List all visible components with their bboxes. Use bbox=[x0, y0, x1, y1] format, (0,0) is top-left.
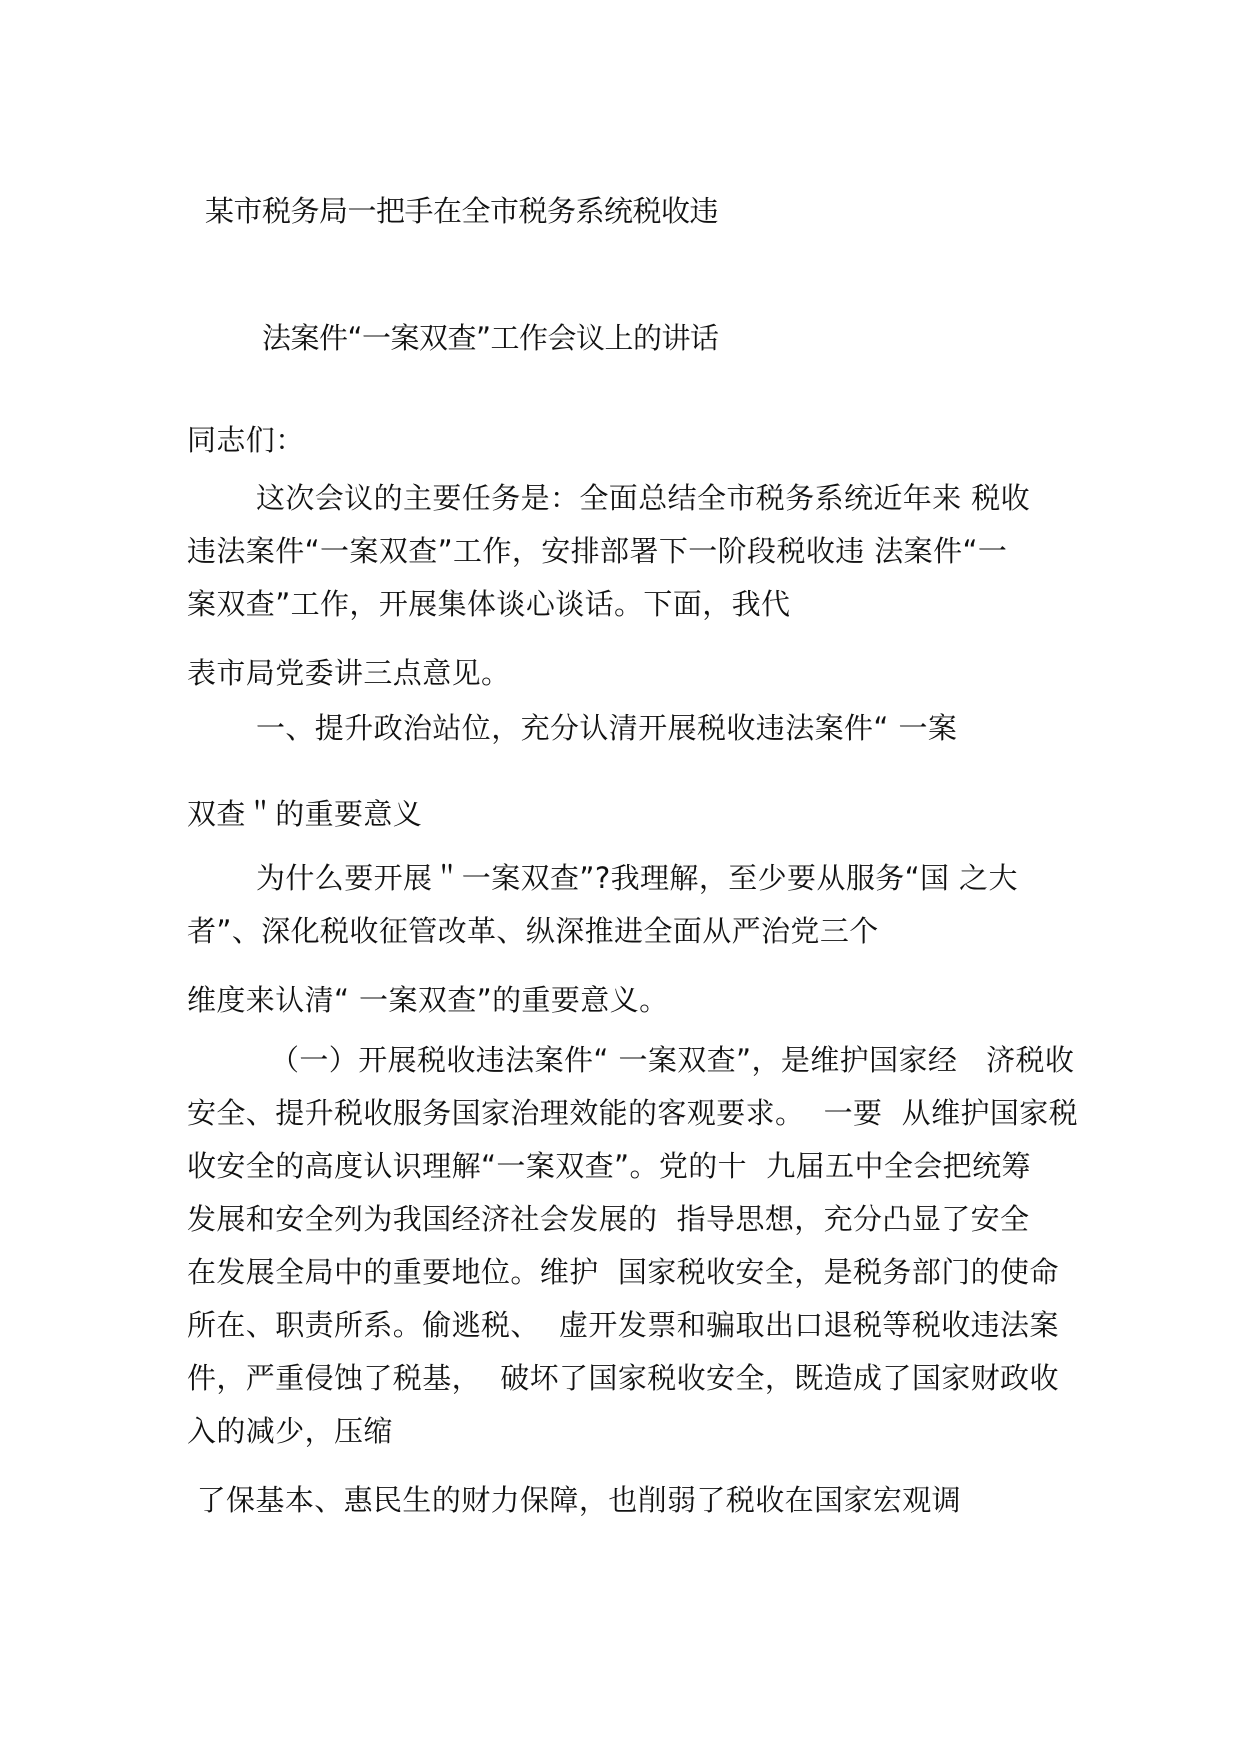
salutation: 同志们： bbox=[187, 423, 305, 457]
body-line: 为什么要开展＂一案双查”?我理解，至少要从服务“国 之大 bbox=[256, 861, 1018, 895]
body-line: 这次会议的主要任务是：全面总结全市税务系统近年来 税收 bbox=[256, 481, 1031, 515]
subsection-line: （一）开展税收违法案件“ 一案双查”，是维护国家经 济税收 bbox=[270, 1043, 1075, 1077]
body-line: 安全、提升税收服务国家治理效能的客观要求。 一要 从维护国家税 bbox=[187, 1096, 1079, 1130]
body-line: 在发展全局中的重要地位。维护 国家税收安全，是税务部门的使命 bbox=[187, 1255, 1059, 1289]
body-line: 了保基本、惠民生的财力保障，也削弱了税收在国家宏观调 bbox=[187, 1483, 962, 1517]
document-title-line-2: 法案件“一案双查”工作会议上的讲话 bbox=[262, 321, 719, 355]
section-heading: 双查＂的重要意义 bbox=[187, 797, 423, 831]
document-title-line-1: 某市税务局一把手在全市税务系统税收违 bbox=[205, 194, 719, 228]
body-line: 者”、深化税收征管改革、纵深推进全面从严治党三个 bbox=[187, 914, 879, 948]
body-line: 案双查”工作，开展集体谈心谈话。下面，我代 bbox=[187, 587, 791, 621]
section-heading: 一、提升政治站位，充分认清开展税收违法案件“ 一案 bbox=[256, 711, 958, 745]
body-line: 入的减少，压缩 bbox=[187, 1414, 393, 1448]
body-line: 发展和安全列为我国经济社会发展的 指导思想，充分凸显了安全 bbox=[187, 1202, 1030, 1236]
body-line: 所在、职责所系。偷逃税、 虚开发票和骗取出口退税等税收违法案 bbox=[187, 1308, 1059, 1342]
body-line: 收安全的高度认识理解“一案双查”。党的十 九届五中全会把统筹 bbox=[187, 1149, 1031, 1183]
body-line: 表市局党委讲三点意见。 bbox=[187, 656, 511, 690]
body-line: 件，严重侵蚀了税基， 破坏了国家税收安全，既造成了国家财政收 bbox=[187, 1361, 1059, 1395]
body-line: 维度来认清“ 一案双查”的重要意义。 bbox=[187, 983, 669, 1017]
body-line: 违法案件“一案双查”工作，安排部署下一阶段税收违 法案件“一 bbox=[187, 534, 1008, 568]
